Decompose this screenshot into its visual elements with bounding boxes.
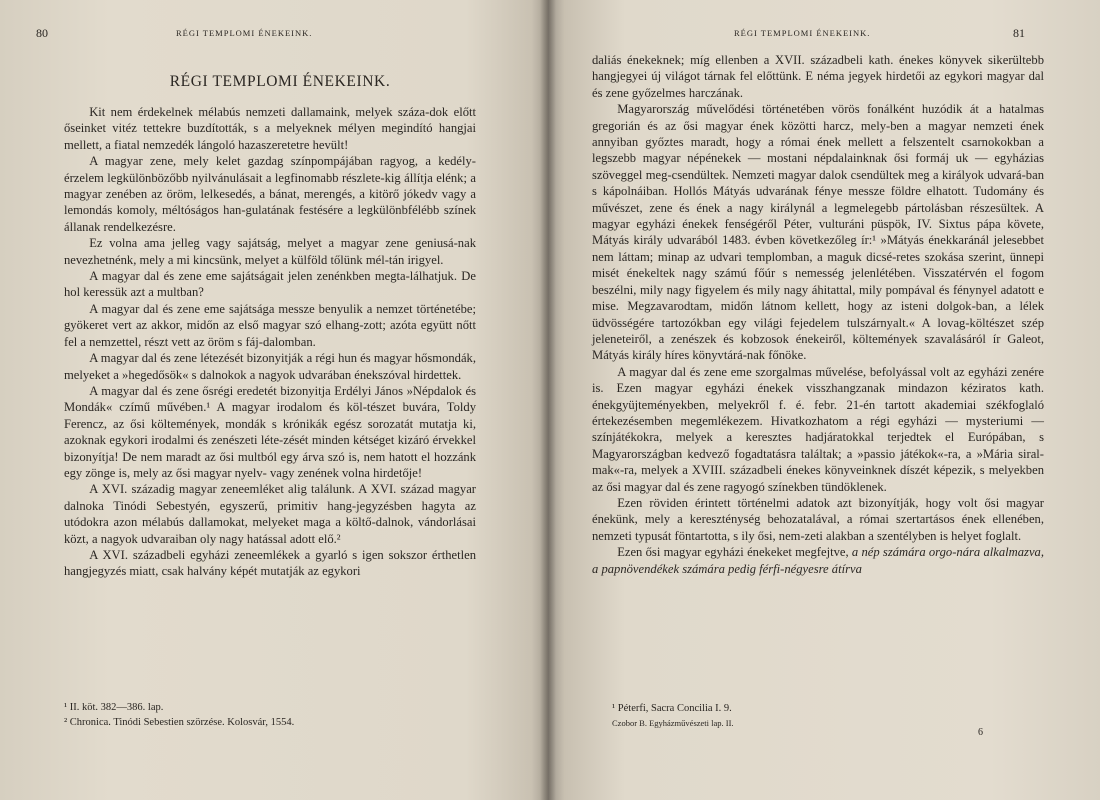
body-text	[592, 52, 1044, 577]
footnote: ¹ II. köt. 382—386. lap.	[64, 702, 164, 713]
signature-line: Czobor B. Egyházművészeti lap. II.	[612, 718, 734, 728]
page-number: 80	[36, 26, 48, 40]
paragraph: Ezen röviden érintett történelmi adatok azt bizonyítják, hogy volt ősi magyar énekünk, mely a kereszténység behozatalával, a római szertartásos ének ellenében, nemzeti typusát föntartotta, s ily ősi, nem-zeti alakban a szentélyben is helyet foglalt.	[592, 495, 1044, 543]
paragraph: A magyar dal és zene ősrégi eredetét bizonyitja Erdélyi János »Népdalok és Mondák« czímű művében.¹ A magyar irodalom és köl-tészet buvára, Toldy Ferencz, az ősi költemények, mondák s krónikák egész sorozatát mutatja ki, azoknak egykori irodalmi és zenészeti léte-zését minden kétséget kizáró érvekkel bizonyítja! De nem maradt az ősi multból egy árva szó is, nem hatott el hozzánk egy zönge is, mely az ősi magyar nyelv- vagy zenének volna hirdetője!	[64, 383, 476, 480]
paragraph	[592, 544, 1044, 577]
footnote: ² Chronica. Tinódi Sebestien szörzése. Kolosvár, 1554.	[64, 717, 295, 728]
footnotes	[64, 700, 476, 730]
paragraph: A magyar zene, mely kelet gazdag színpompájában ragyog, a kedély-érzelem legkülönbözőbb nyilvánulásait a legfinomabb részlete-kig állítja elénk; a magyar zenében az öröm, lelkesedés, a bánat, merengés, a kitörő jókedv vagy a lemondás komoly, méltóságos han-gulatának festésére a legkülönbfélébb színek állanak rendelkezésre.	[64, 154, 476, 234]
right-page	[548, 0, 1100, 800]
paragraph-text: Ezen ősi magyar egyházi énekeket megfejtve,	[617, 545, 849, 560]
paragraph: Kit nem érdekelnek mélabús nemzeti dallamaink, melyek száza-dok előtt őseinket vitéz tettekre buzdították, s a melyeknek mélyen megindító hangjai mellett, a fiatal nemzedék lángoló hazaszeretetre hevült!	[64, 105, 476, 152]
paragraph: A XVI. századig magyar zeneemléket alig találunk. A XVI. század magyar dalnoka Tinódi Sebestyén, egyszerű, primitiv hang-jegyzésben hagyta az utódokra azon mélabús dallamokat, melyeket maga a költő-dalnok, vándorlásai közt, a nagyok udvaraiban oly nagy hatással adott elő.²	[64, 482, 476, 546]
running-head: RÉGI TEMPLOMI ÉNEKEINK.	[734, 28, 871, 38]
book-gutter	[540, 0, 556, 800]
body-text	[64, 104, 476, 580]
paragraph: Magyarország művelődési történetében vörös fonálként huzódik át a hatalmas gregorián és az ősi magyar ének közötti harcz, mely-ben a magyar nemzeti ének annyiban győztes maradt, hogy a római ének mellett a felszentelt csarnokokban a legszebb magyar népénekek — mostani népdalainknak ősi formáj uk — egyházias szöveggel meg-csendültek. Nemzeti magyar dalok csendültek meg a királyok udvará-ban s kápolnáiban. Hollós Mátyás udvarának fénye messze földre elhatott. Tudomány és művészet, zene és ének a nagy királynál a legmelegebb pártolásban részesültek. A magyar egyházi énekek fenségéről Péter, vulturáni püspök, IV. Sixtus pápa követe, Mátyás király udvarából 1483. évben következőleg ír:¹ »Mátyás énekkaránál jelesebbet nem láttam; minap az udvari templomban, a maguk dicsé-retes szokása szerint, ünnepi misét énekeltek nagy számú főúr s nemesség jelenlétében. Visszatérvén el fogom beszélni, mily nagy figyelem és mily nagy áhitattal, mily pompával és fénynyel adatott e mise. Megzavarodtam, midőn látnom kellett, hogy az isteni dolgok-ban, a lélek üdvösségére tartozókban egy világi fejedelem tulszárnyalt.« A lovag-költészet szép jeleneteiről, a zenészek és kobzosok énekeiről, költemények szavalásáról ír Galeot, Mátyás király híres könyvtárá-nak főnöke.	[592, 102, 1044, 363]
paragraph: A magyar dal és zene eme szorgalmas művelése, befolyással volt az egyházi zenére is. Ezen magyar egyházi énekek visszhangzanak mindazon kéziratos kath. énekgyüjteményekben, melyekről f. é. febr. 21-én tartott akademiai székfoglaló értekezésemben megemlékezem. Hivatkozhatom a régi egyházi — mysteriumi — színjátékokra, melyek a keresztes hadjáratokkal terjedtek el Európában, s Magyarországban kedvező fogadtatásra találtak; a »passio játékok«-ra, a »Mária siral-mak«-ra, melyek a XVIII. századbeli énekes könyveinknek díszét képezik, s melyekben az ősi magyar dal és zene ragyogó színekben tündöklenek.	[592, 364, 1044, 494]
paragraph: A magyar dal és zene eme sajátságait jelen zenénkben megta-lálhatjuk. De hol keressük azt a multban?	[64, 269, 476, 300]
italic-phrase: a nép számára orgo-nára alkalmazva, a papnövendékek számára pedig férfi-négyesre átírva	[592, 545, 1044, 576]
page-number: 81	[1013, 26, 1025, 40]
paragraph: A XVI. századbeli egyházi zeneemlékek a gyarló s igen sokszor érthetlen hangjegyzés miatt, csak halvány képét mutatják az egykori	[64, 547, 476, 579]
paragraph: A magyar dal és zene létezését bizonyitják a régi hun és magyar hősmondák, melyeket a »hegedősök« s dalnokok a nagyok udvarában énekszóval hirdettek.	[64, 351, 476, 382]
paragraph: daliás énekeknek; míg ellenben a XVII. századbeli kath. énekes könyvek sikerültebb hangjegyei új világot tárnak fel előttünk. E néma jegyek hirdetői az egykori magyar dal és zene győzelmes harczának.	[592, 53, 1044, 100]
left-page	[0, 0, 548, 800]
chapter-title: RÉGI TEMPLOMI ÉNEKEINK.	[169, 73, 391, 90]
signature-mark: 6	[978, 727, 983, 738]
footnote: ¹ Péterfi, Sacra Concilia I. 9.	[612, 703, 732, 714]
paragraph: A magyar dal és zene eme sajátsága messze benyulik a nemzet történetébe; gyökeret vert az akkor, midőn az első magyar szó elhang-zott; azóta együtt nőtt fel a nemzettel, részt vett az öröm s fáj-dalomban.	[64, 301, 476, 349]
paragraph: Ez volna ama jelleg vagy sajátság, melyet a magyar zene geniusá-nak nevezhetnénk, mely a mi kincsünk, melyet a külföld tőlünk mél-tán irigyel.	[64, 236, 476, 267]
running-head: RÉGI TEMPLOMI ÉNEKEINK.	[176, 28, 313, 38]
